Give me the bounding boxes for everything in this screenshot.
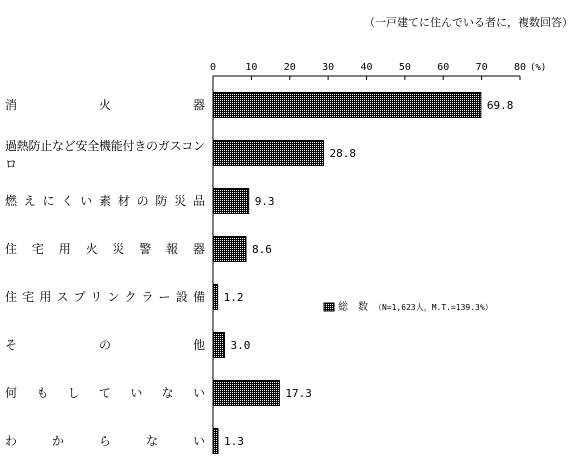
legend-swatch [324,303,334,311]
value-label: 8.6 [252,243,272,256]
bar [213,189,249,214]
value-label: 1.3 [223,435,244,448]
x-unit-label: (%) [530,63,547,73]
legend-label: 総 数 [338,302,368,313]
value-label: 3.0 [230,339,251,352]
bar [213,285,218,310]
category-label: 住宅用スプリンクラー設備 [5,290,205,304]
value-label: 9.3 [254,195,275,208]
category-labels [5,97,205,448]
x-tick-label: 20 [283,62,296,73]
x-tick-label: 10 [245,62,258,73]
legend [324,300,493,313]
category-label: わからない [5,434,205,448]
category-label: 消火器 [5,98,205,112]
x-tick-label: 80 [513,62,527,73]
value-label: 17.3 [285,387,312,400]
category-label: ロ [5,157,18,171]
x-tick-label: 50 [398,62,411,73]
x-tick-label: 60 [437,62,450,73]
x-tick-label: 40 [360,62,373,73]
bar [213,381,279,406]
survey-note: （一戸建てに住んでいる者に，複数回答） [364,16,573,29]
category-label: その他 [5,338,205,352]
x-axis-ticks [210,62,546,73]
category-label: 燃えにくい素材の防災品 [5,194,205,208]
bar [213,141,324,166]
bar [213,333,225,358]
bar [213,237,246,262]
bar [213,429,218,454]
category-label: 過熱防止など安全機能付きのガスコン [5,139,205,153]
value-label: 1.2 [223,291,244,304]
x-tick-label: 0 [209,62,217,73]
value-label: 69.8 [486,99,514,112]
value-label: 28.8 [329,147,357,160]
category-label: 何もしていない [5,386,205,400]
x-tick-label: 70 [475,62,488,73]
legend-detail: （N=1,623人，M.T.=139.3%） [374,303,493,312]
x-tick-label: 30 [322,62,335,73]
category-label: 住宅用火災警報器 [5,242,205,256]
bar [213,93,481,118]
